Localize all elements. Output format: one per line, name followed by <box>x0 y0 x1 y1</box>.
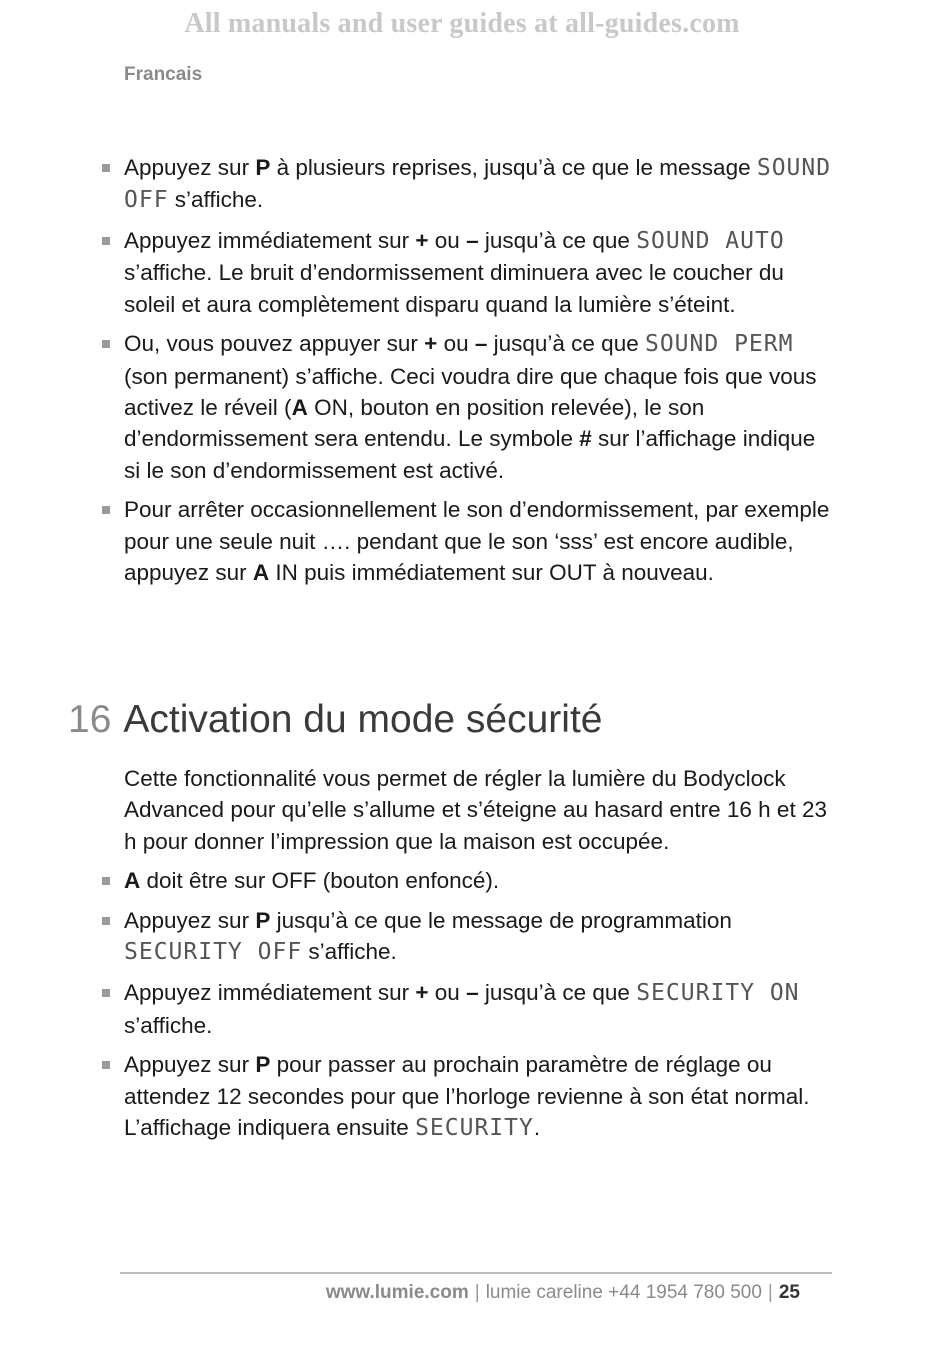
button-key-label: P <box>255 908 271 934</box>
list-item <box>124 328 836 485</box>
bullet-icon <box>102 164 110 172</box>
section-heading <box>68 698 602 742</box>
instruction-text: s’affiche. <box>168 187 264 213</box>
instruction-text: s’affiche. Le bruit d’endormissement diminuera avec le coucher du soleil et aura complètement disparu quand la lumière s’éteint. <box>124 260 784 317</box>
instruction-text: pour passer au prochain paramètre de réglage ou attendez 12 secondes pour que l’horloge revienne à son état normal. L’affichage indiquera ensuite <box>124 1052 810 1140</box>
display-message: SECURITY OFF <box>124 939 303 966</box>
security-steps <box>124 865 836 1144</box>
footer-separator: | <box>474 1282 480 1303</box>
section-title: Activation du mode sécurité <box>123 698 603 741</box>
button-key-label: P <box>255 155 271 180</box>
instruction-text: ou <box>437 331 475 357</box>
bullet-icon <box>102 340 110 348</box>
instruction-text: jusqu’à ce que <box>478 228 637 254</box>
display-message: SECURITY <box>415 1114 534 1141</box>
list-item <box>124 225 836 320</box>
list-item <box>124 1049 836 1144</box>
button-key-label: – <box>466 980 479 1006</box>
instruction-text: Appuyez sur <box>124 1052 256 1078</box>
sleep-sound-steps <box>124 152 836 588</box>
bullet-icon <box>102 917 110 925</box>
instruction-text: à plusieurs reprises, jusqu’à ce que le message <box>270 155 757 180</box>
button-key-label: + <box>424 331 438 357</box>
button-key-label: A <box>291 395 308 421</box>
list-item <box>124 494 836 588</box>
button-key-label: – <box>466 228 479 254</box>
instruction-text: doit être sur OFF (bouton enfoncé). <box>140 868 500 894</box>
footer-separator: | <box>767 1282 773 1303</box>
section-intro: Cette fonctionnalité vous permet de régler la lumière du Bodyclock Advanced pour qu’elle s’allume et s’éteigne au hasard entre 16 h et 23 h pour donner l’impression que la maison est occupée. <box>124 766 827 854</box>
display-message: SOUND AUTO <box>636 228 785 255</box>
instruction-text: jusqu’à ce que le message de programmation <box>270 908 732 934</box>
instruction-text: ON, bouton en position relevée), le son d’endormissement sera entendu. Le symbole <box>124 395 705 452</box>
section-number: 16 <box>68 698 112 741</box>
display-message: SOUND PERM <box>644 331 794 358</box>
security-section <box>124 763 836 1153</box>
display-message: SECURITY ON <box>636 980 800 1007</box>
display-message: SOUND OFF <box>124 155 832 214</box>
list-item <box>124 865 836 896</box>
footer-careline: lumie careline +44 1954 780 500 <box>485 1282 762 1303</box>
footer-divider <box>120 1272 832 1274</box>
button-key-label: # <box>579 426 592 452</box>
instruction-text: Ou, vous pouvez appuyer sur <box>124 331 425 357</box>
button-key-label: P <box>255 1052 271 1078</box>
instruction-text: Pour arrêter occasionnellement le son d’endormissement, par exemple pour une seule nuit …. pendant que le son ‘sss’ est encore audible, appuyez sur <box>124 497 830 586</box>
language-label: Francais <box>124 64 203 85</box>
instruction-text: ou <box>428 980 467 1006</box>
instruction-text: sur l’affichage indique si le son d’endormissement est activé. <box>124 426 816 483</box>
instruction-text: s’affiche. <box>124 1012 213 1038</box>
button-key-label: A <box>252 560 270 586</box>
bullet-icon <box>102 237 110 245</box>
instruction-text: jusqu’à ce que <box>478 980 637 1006</box>
button-key-label: – <box>474 331 488 357</box>
instruction-text: jusqu’à ce que <box>487 331 645 357</box>
watermark: All manuals and user guides at all-guides.com <box>184 8 740 39</box>
list-item <box>124 977 836 1041</box>
instruction-text: s’affiche. <box>302 939 397 965</box>
instruction-text: ou <box>428 228 467 254</box>
page-number: 25 <box>778 1282 800 1303</box>
button-key-label: + <box>415 228 429 254</box>
instruction-text: Appuyez sur <box>124 155 256 180</box>
page-footer <box>326 1282 800 1304</box>
instruction-text: Appuyez immédiatement sur <box>124 228 416 254</box>
instruction-text: . <box>533 1114 541 1140</box>
bullet-icon <box>102 877 110 885</box>
footer-website: www.lumie.com <box>325 1282 469 1303</box>
instruction-text: Appuyez sur <box>124 908 256 934</box>
list-item <box>124 152 836 217</box>
bullet-icon <box>102 506 110 514</box>
instruction-text: (son permanent) s’affiche. Ceci voudra dire que chaque fois que vous activez le réveil ( <box>124 363 817 421</box>
list-item <box>124 905 836 969</box>
sleep-sound-section <box>124 152 836 597</box>
bullet-icon <box>102 1061 110 1069</box>
button-key-label: + <box>415 980 429 1006</box>
instruction-text: Appuyez immédiatement sur <box>124 980 416 1006</box>
instruction-text: IN puis immédiatement sur OUT à nouveau. <box>269 560 714 586</box>
bullet-icon <box>102 989 110 997</box>
button-key-label: A <box>124 868 141 894</box>
